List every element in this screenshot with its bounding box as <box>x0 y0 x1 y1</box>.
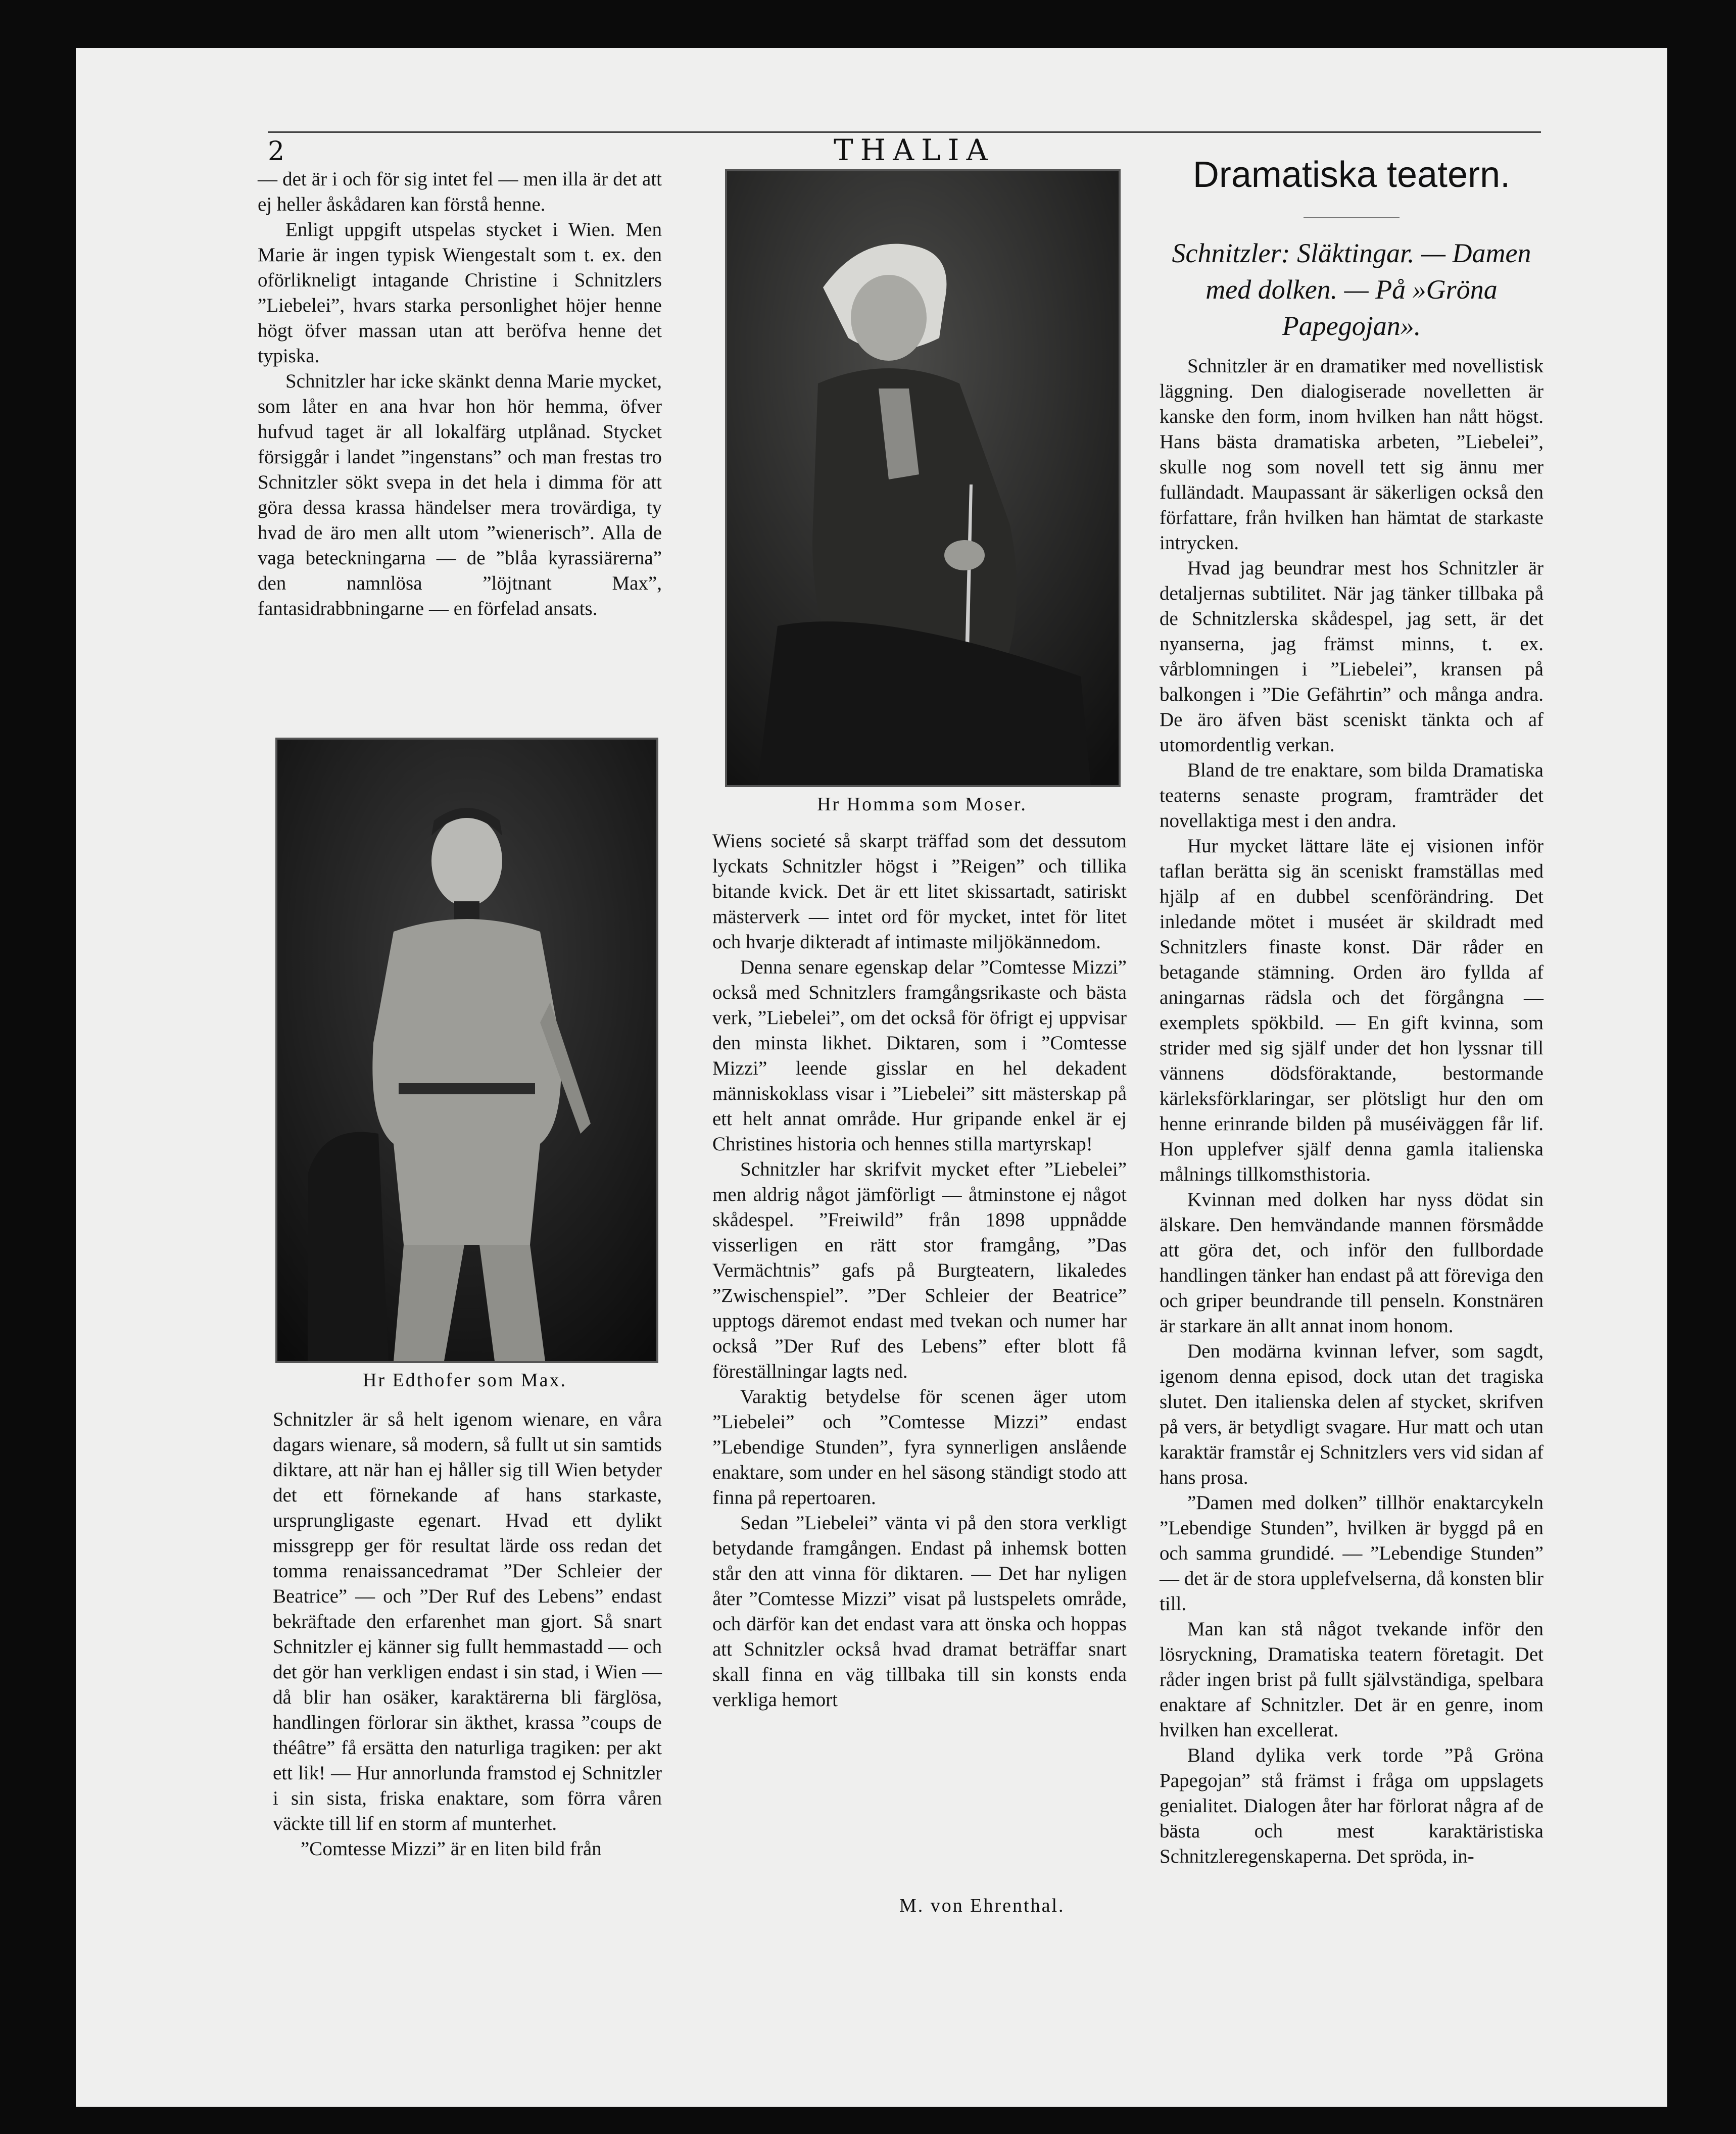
photo-edthofer <box>275 738 658 1363</box>
col2-paragraph-2: Denna senare egenskap delar ”Comtesse Mizzi” också med Schnitzlers framgångsrikaste och bästa verk, ”Liebelei”, om det också för öfrigt ej uppvisar den minsta likhet. Diktaren, som i ”Comtesse Mizzi” leende gisslar en hel dekadent människoklass visar i ”Liebelei” sitt mästerskap på ett helt annat område. Hur gripande enkel är ej Christines historia och hennes stilla martyrskap! <box>712 956 1127 1155</box>
column-1-bottom <box>273 1407 662 1862</box>
column-1-top <box>258 167 662 621</box>
col3-paragraph-1: Schnitzler är en dramatiker med novellistisk läggning. Den dialogiserade novelletten är kanske den form, inom hvilken han nått högst. Hans bästa dramatiska arbeten, ”Liebelei”, skulle nog som novell tett sig ännu mer fulländadt. Maupassant är säkerligen också den författare, från hvilken han hämtat de starkaste intrycken. <box>1160 355 1544 554</box>
column-2-text <box>712 829 1127 1713</box>
col2-paragraph-5: Sedan ”Liebelei” vänta vi på den stora verkligt betydande framgången. Endast på inhemsk botten står den att vinna för diktaren. — Det har nyligen åter ”Comtesse Mizzi” visat på lustspelets område, och därför kan det endast vara att önska och hoppas att Schnitzler också hvad dramat beträffar snart skall finna en väg tillbaka till sin konsts enda verkliga hemort <box>712 1512 1127 1711</box>
col1-paragraph-4: Schnitzler är så helt igenom wienare, en våra dagars wienare, så modern, så fullt ut sin samtids diktare, att när han ej håller sig till Wien betyder det ett förnekande af hans starkaste, ursprungligaste egenart. Hvad ett dylikt missgrepp ger för resultat lärde oss redan det tomma renaissancedramat ”Der Schleier der Beatrice” — och ”Der Ruf des Lebens” endast bekräftade den erfarenhet man gjort. Så snart Schnitzler ej känner sig fullt hemmastadd — och det gör han verkligen endast i sin stad, i Wien — då blir han osäker, karaktärerna bli färglösa, handlingen förlorar sin äkthet, krassa ”coups de théâtre” få ersätta den naturliga tragiken: per akt ett lik! — Hur annorlunda framstod ej Schnitzler i sin sista, friska enaktare, som förra våren väckte till lif en storm af munterhet. <box>273 1409 662 1834</box>
newspaper-page <box>76 48 1667 2107</box>
portrait-seated-old-man <box>727 171 1119 785</box>
page-number: 2 <box>268 136 285 167</box>
author-signature: M. von Ehrenthal. <box>899 1895 1065 1916</box>
column-3-text <box>1160 354 1544 1869</box>
col3-paragraph-7: ”Damen med dolken” tillhör enaktarcykeln ”Lebendige Stunden”, hvilken är byggd på en och samma grundidé. — ”Lebendige Stunden” — det är de stora upplefvelserna, då konsten blir till. <box>1160 1492 1544 1615</box>
header-rule <box>268 131 1541 133</box>
col1-paragraph-3: Schnitzler har icke skänkt denna Marie mycket, som låter en ana hvar hon hör hemma, öfver hufvud taget är all lokalfärg utplånad. Stycket försiggår i landet ”ingenstans” och man frestas tro Schnitzler sökt svepa in det hela i dimma för att göra dessa krassa händelser mera trovärdiga, ty hvad de äro men allt utom ”wienerisch”. Alla de vaga beteckningarna — de ”blåa kyrassiärerna” den namnlösa ”löjtnant Max”, fantasidrabbningarne — en förfelad ansats. <box>258 370 662 619</box>
col1-paragraph-2: Enligt uppgift utspelas stycket i Wien. Men Marie är ingen typisk Wiengestalt som t. ex. den oförlikneligt intagande Christine i Schnitzlers ”Liebelei”, hvars starka personlighet höjer henne högt öfver massan utan att beröfva henne det typiska. <box>258 219 662 367</box>
col3-paragraph-9: Bland dylika verk torde ”På Gröna Papegojan” stå främst i fråga om uppslagets genialitet. Dialogen åter har förlorat några af de bästa och mest karaktäristiska Schnitzleregenskaperna. Det spröda, in- <box>1160 1744 1544 1867</box>
col2-paragraph-1: Wiens societé så skarpt träffad som det dessutom lyckats Schnitzler högst i ”Reigen” och tillika bitande kvick. Det är ett litet skissartadt, satiriskt mästerverk — intet ord för mycket, intet för litet och hvarje dikteradt af intimaste miljökännedom. <box>712 830 1127 953</box>
running-header <box>76 88 1667 167</box>
col3-paragraph-3: Bland de tre enaktare, som bilda Dramatiska teaterns senaste program, framträder det novellaktiga mest i den andra. <box>1160 759 1544 832</box>
article-headline: Dramatiska teatern. <box>1192 155 1511 195</box>
col3-paragraph-5: Kvinnan med dolken har nyss dödat sin älskare. Den hemvändande mannen försmådde att göra det, och inför den fullbordade handlingen tänker han endast på att föreviga den och griper beundrande till penseln. Konstnären är starkare än allt annat inom honom. <box>1160 1189 1544 1337</box>
col3-paragraph-4: Hur mycket lättare läte ej visionen inför taflan berätta sig än sceniskt framställas med hjälp af en dubbel scenförändring. Det inledande mötet i muséet är skildradt med Schnitzlers finaste konst. Där råder en betagande stämning. Orden äro fyllda af aningarnas rädsla och det förgångna — exemplets spökbild. — En gift kvinna, som strider med sig själf under det hon lyssnar till vännens dödsföraktande, bestormande kärleksförklaringar, ser plötsligt hur den om henne erinrande bilden på muséiväggen får lif. Hon upplefver själf denna gamla italienska målnings tillkomsthistoria. <box>1160 835 1544 1185</box>
journal-title: THALIA <box>834 133 995 167</box>
headline-rule <box>1304 217 1400 218</box>
col2-paragraph-4: Varaktig betydelse för scenen äger utom ”Liebelei” och ”Comtesse Mizzi” endast ”Lebendige Stunden”, fyra synnerligen anslående enaktare, som under en hel säsong ständigt stodo att finna på repertoaren. <box>712 1386 1127 1509</box>
col1-paragraph-5: ”Comtesse Mizzi” är en liten bild från <box>301 1838 602 1860</box>
col1-paragraph-1: — det är i och för sig intet fel — men illa är det att ej heller åskådaren kan förstå henne. <box>258 168 662 215</box>
caption-edthofer: Hr Edthofer som Max. <box>362 1370 567 1391</box>
col3-paragraph-6: Den modärna kvinnan lefver, som sagdt, igenom denna episod, dock utan det tragiska slutet. Den italienska delen af stycket, skrifven på vers, är betydligt svagare. Hur matt och utan karaktär framstår ej Schnitzlers vers vid sidan af hans prosa. <box>1160 1340 1544 1488</box>
article-subheadline: Schnitzler: Släktingar. — Damen med dolken. — På »Gröna Papegojan». <box>1172 238 1531 341</box>
portrait-standing-officer <box>277 740 656 1361</box>
col3-paragraph-8: Man kan stå något tvekande inför den lösryckning, Dramatiska teatern företagit. Det råder ingen brist på fullt självständiga, spelbara enaktare af Schnitzler. Det är en genre, inom hvilken han excellerat. <box>1160 1618 1544 1741</box>
photo-homma <box>725 169 1121 787</box>
col3-paragraph-2: Hvad jag beundrar mest hos Schnitzler är detaljernas subtilitet. När jag tänker tillbaka på de Schnitzlerska skådespel, jag sett, är det nyanserna, jag främst minns, t. ex. vårblomningen i ”Liebelei”, kransen på balkongen i ”Die Gefährtin” och många andra. De äro äfven bäst sceniskt tänkta och af utomordentlig verkan. <box>1160 557 1544 756</box>
caption-homma: Hr Homma som Moser. <box>817 794 1027 815</box>
col2-paragraph-3: Schnitzler har skrifvit mycket efter ”Liebelei” men aldrig något jämförligt — åtminstone ej något skådespel. ”Freiwild” från 1898 uppnådde visserligen en rätt stor framgång, ”Das Vermächtnis” gafs på Burgteatern, likaledes ”Zwischenspiel”. ”Der Schleier der Beatrice” upptogs däremot endast med tvekan och numer har också ”Der Ruf des Lebens” efter blott få föreställningar lagts ned. <box>712 1158 1127 1382</box>
